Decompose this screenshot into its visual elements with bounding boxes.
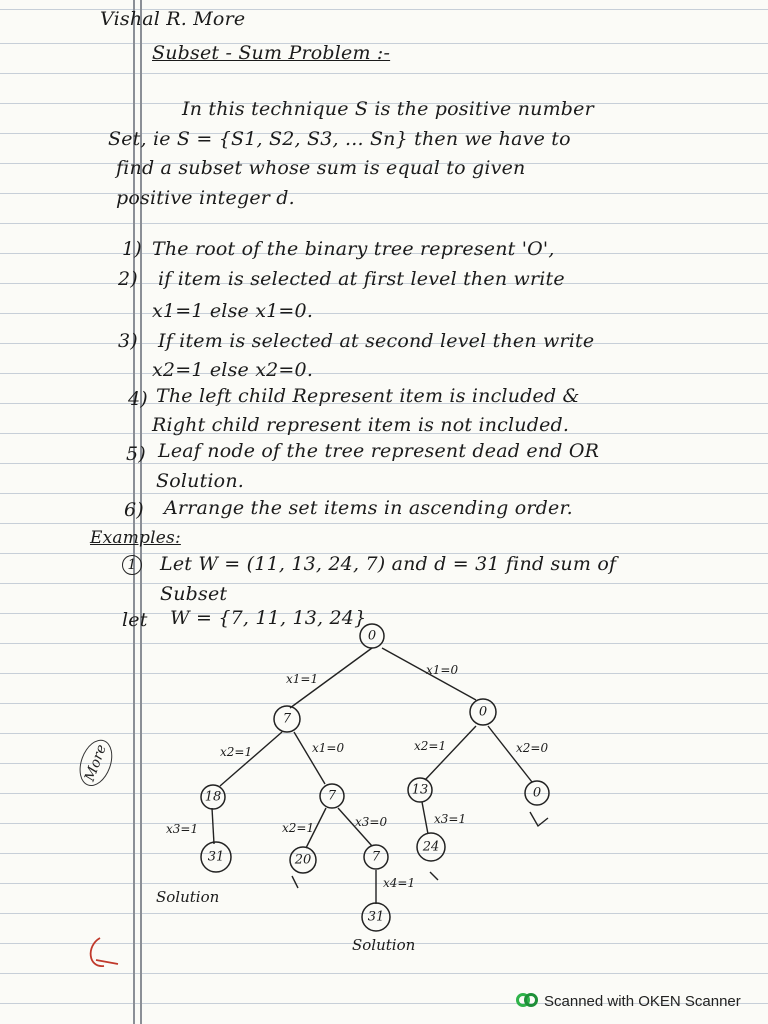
edge-label: x3=1	[166, 822, 199, 836]
step-text: If item is selected at second level then write	[158, 330, 595, 352]
node-label: 7	[327, 788, 337, 804]
edge-label: x1=1	[286, 672, 319, 686]
node-label: 31	[207, 849, 225, 865]
tree-nodes	[201, 624, 549, 931]
tree-edge	[422, 802, 428, 834]
node-label: 7	[282, 711, 292, 727]
tree-edges	[212, 648, 532, 904]
author-name: Vishal R. More	[100, 8, 246, 30]
node-label: 7	[371, 849, 381, 865]
node-label: 20	[294, 852, 312, 868]
node-label: 18	[204, 789, 222, 805]
example-text: Subset	[160, 583, 228, 605]
step-text: if item is selected at first level then write	[158, 268, 565, 290]
step-text: x2=1 else x2=0.	[152, 359, 314, 381]
step-text: The root of the binary tree represent 'O',	[152, 238, 555, 260]
step-text: x1=1 else x1=0.	[152, 300, 314, 322]
sorted-set: W = {7, 11, 13, 24}	[170, 607, 367, 629]
step-text: Leaf node of the tree represent dead end OR	[158, 440, 600, 462]
edge-label: x2=1	[414, 739, 447, 753]
dead-end-mark	[430, 872, 438, 880]
dead-end-marks	[292, 812, 548, 888]
edge-label: x1=0	[312, 741, 345, 755]
edge-label: x1=0	[426, 663, 459, 677]
solution-note: Solution	[156, 888, 220, 906]
solution-note: Solution	[352, 936, 416, 954]
step-number: 1)	[122, 238, 142, 260]
tree-edge	[220, 732, 282, 786]
tree-edge	[294, 732, 325, 784]
edge-label: x2=1	[220, 745, 253, 759]
node-label: 0	[367, 628, 377, 644]
step-number: 4)	[128, 388, 148, 410]
node-label: 0	[532, 785, 542, 801]
examples-heading: Examples:	[90, 528, 181, 548]
step-text: Right child represent item is not included.	[152, 414, 570, 436]
node-label: 0	[478, 704, 488, 720]
red-mark	[91, 938, 118, 966]
example-number: 1	[122, 555, 142, 575]
signature-stamp: More	[74, 735, 119, 790]
example-text: Let W = (11, 13, 24, 7) and d = 31 find sum of	[160, 553, 617, 575]
step-text: Solution.	[156, 470, 244, 492]
step-text: Arrange the set items in ascending order.	[164, 497, 573, 519]
tree-edge	[212, 808, 214, 844]
dead-end-mark	[292, 876, 298, 888]
edge-label: x3=0	[355, 815, 388, 829]
let-label: let	[122, 609, 148, 631]
dead-end-mark	[530, 812, 548, 826]
edge-label: x2=1	[282, 821, 315, 835]
scanner-logo-icon	[516, 991, 536, 1011]
node-label: 13	[411, 782, 429, 798]
step-number: 5)	[126, 443, 146, 465]
page-title: Subset - Sum Problem :-	[152, 42, 391, 64]
intro-line: find a subset whose sum is equal to given	[116, 157, 526, 179]
intro-line: Set, ie S = {S1, S2, S3, ... Sn} then we have to	[108, 128, 571, 150]
intro-line: In this technique S is the positive number	[182, 98, 594, 120]
scanner-watermark	[516, 988, 741, 1014]
edge-label: x3=1	[434, 812, 467, 826]
edge-label: x4=1	[383, 876, 416, 890]
step-text: The left child Represent item is included &	[156, 385, 580, 407]
step-number: 2)	[118, 268, 138, 290]
step-number: 6)	[124, 499, 144, 521]
node-label: 24	[422, 839, 440, 855]
scanner-text: Scanned with OKEN Scanner	[544, 992, 741, 1010]
tree-edge	[425, 726, 476, 780]
intro-line: positive integer d.	[116, 187, 295, 209]
edge-label: x2=0	[516, 741, 549, 755]
node-label: 31	[367, 909, 385, 925]
step-number: 3)	[118, 330, 138, 352]
